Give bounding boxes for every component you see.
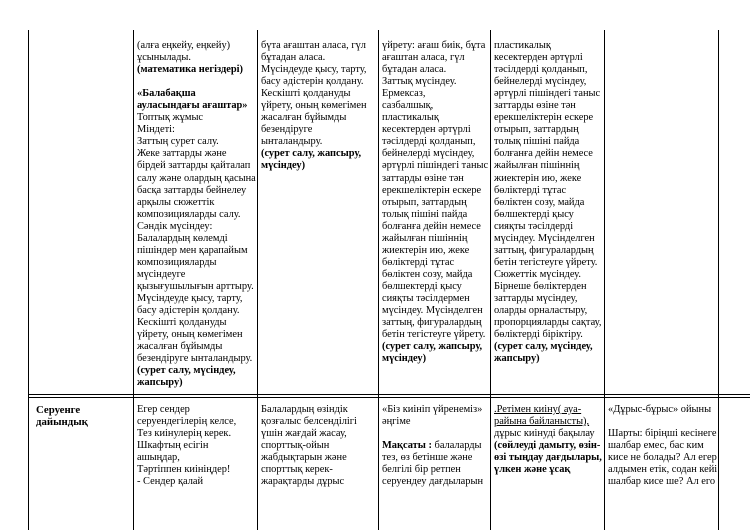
text-line: серуендегілерің келсе,: [137, 416, 237, 428]
row-heading-line-1: Серуенге: [36, 404, 81, 416]
text-line: кесектерден әртүрлі: [382, 124, 471, 136]
column-divider-3: [378, 30, 379, 530]
text-line: Заттық мүсіндеу.: [382, 76, 457, 88]
text-line: шалбар кисе ше? Ал его: [608, 476, 716, 488]
text-line: жабдықтарын және: [261, 452, 347, 464]
text-line: Мүсіндеуде қысу, тарту,: [137, 292, 243, 304]
text-line: бөліктен созу, майда: [494, 196, 585, 208]
text-line: бөлшектерді қысу: [494, 208, 574, 220]
text-line: қызығушылығын арттыру.: [137, 280, 254, 292]
text-line: ерекшеліктерін ескере: [382, 184, 482, 196]
text-line: композицияларды салу.: [137, 208, 241, 220]
text-line: жиектерін ию, жеке: [494, 172, 582, 184]
text-line: Сюжеттік мүсіндеу.: [494, 268, 581, 280]
text-line: пластикалық: [494, 40, 551, 51]
text-line: .Ретімен киіну( ауа-: [494, 404, 582, 415]
text-line: сазбалшық,: [382, 100, 434, 112]
walk-cell-col6: [608, 404, 750, 488]
text-line: ауласындағы ағаштар»: [137, 100, 248, 112]
text-line: бейнелерді мүсіндеу,: [382, 148, 475, 160]
text-line: (алға еңкейу, еңкейу): [137, 40, 231, 51]
text-line: бүта ағаштан аласа, гүл: [261, 40, 366, 51]
row-heading-walk-preparation: [36, 404, 88, 428]
walk-cell-col5: [494, 404, 602, 476]
text-line: - Сендер қалай: [137, 476, 204, 488]
row-divider-inner: [28, 397, 750, 398]
row-heading-line-2: дайындық: [36, 416, 88, 429]
text-line: Топтық жұмыс: [137, 112, 204, 124]
text-line: Кескішті қолдануды: [261, 88, 351, 100]
text-line: (сурет салу, мүсіндеу,: [494, 341, 593, 353]
text-line: бөлшектерді қысу: [382, 280, 462, 292]
text-line: Жеке заттарды және: [137, 148, 227, 160]
text-line: (сурет салу, жапсыру,: [261, 148, 362, 160]
text-line: Мақсаты : балаларды: [382, 440, 482, 452]
text-line: белгілі бір ретпен: [382, 464, 461, 476]
text-line: мүсіндеу. Мүсінделген: [382, 305, 483, 317]
text-line: серуендеу дағдыларын: [382, 476, 484, 488]
text-line: Мүсіндеуде қысу, тарту,: [261, 64, 367, 76]
text-line: дұрыс киінуді бақылау: [494, 428, 595, 440]
column-divider-5: [604, 30, 605, 530]
text-line: әртүрлі пішіндегі таныс: [494, 88, 601, 100]
text-line: (сөйлеуді дамыту, өзін-: [494, 440, 601, 452]
text-line: үйрету, оның көмегімен: [261, 100, 367, 112]
text-line: сияқты тәсілдерді: [494, 220, 574, 232]
text-line: мүсіндеу): [261, 160, 306, 172]
text-line: заттың, фигуралардың: [494, 244, 594, 256]
text-line: [382, 428, 483, 440]
walk-cell-col3: [261, 404, 357, 488]
text-line: спорттық керек-: [261, 464, 333, 476]
text-line: үлкен және ұсақ: [494, 464, 571, 476]
text-line: «Дұрыс-бұрыс» ойыны: [608, 404, 712, 415]
text-line: ашыңдар,: [137, 452, 180, 464]
text-line: кисе не болады? Ал егер: [608, 452, 717, 464]
text-line: пропорцияларды сақтау,: [494, 317, 602, 329]
text-line: Егер сендер: [137, 404, 190, 415]
text-line: кесектерден әртүрлі: [494, 52, 583, 64]
text-line: мүсіндеу. Мүсінделген: [494, 232, 595, 244]
text-line: райына байланысты),: [494, 416, 590, 428]
text-line: салу және олардың қасына: [137, 172, 256, 184]
text-line: әртүрлі пішіндегі таныс: [382, 160, 489, 172]
text-line: Сәндік мүсіндеу:: [137, 220, 213, 232]
text-line: тәсілдерді қолданып,: [382, 136, 476, 148]
text-line: жайылған пішіннің: [382, 232, 468, 244]
text-line: композицияларды: [137, 256, 217, 268]
text-line: сияқты тәсілдермен: [382, 292, 470, 304]
text-line: заттарды өзіне тән: [494, 100, 576, 112]
text-line: заттарды өзіне тән: [382, 172, 464, 184]
text-line: ағаштан аласа, гүл: [382, 52, 465, 64]
text-line: шалбар емес, бас ким: [608, 440, 704, 452]
text-line: бірдей заттарды қайталап: [137, 160, 251, 172]
text-line: заттарды мүсіндеу,: [494, 292, 578, 304]
text-line: (математика негіздері): [137, 64, 243, 76]
text-line: бұтадан аласа.: [261, 52, 326, 64]
text-line: жапсыру): [494, 353, 540, 365]
walk-cell-col4: [382, 404, 483, 488]
activity-cell-col2: [137, 40, 256, 389]
text-line: жарақтарды дұрыс: [261, 476, 345, 488]
text-line: мүсіндеуге: [137, 268, 186, 280]
text-line: заттың, фигуралардың: [382, 317, 482, 329]
text-line: қозғалыс белсенділігі: [261, 416, 357, 428]
text-line: (сурет салу, мүсіндеу,: [137, 365, 236, 377]
text-line: (сурет салу, жапсыру,: [382, 341, 483, 353]
text-line: отырып, заттардың: [494, 124, 579, 136]
column-divider-4: [490, 30, 491, 530]
text-line: безендіруге ынталандыру.: [137, 353, 253, 365]
text-line: «Біз киініп үйренеміз»: [382, 404, 483, 415]
text-line: толық пішіні пайда: [382, 208, 468, 220]
text-line: үйрету: ағаш биік, бұта: [382, 40, 486, 51]
text-line: үшін жағдай жасау,: [261, 428, 347, 440]
text-line: тәсілдерді қолданып,: [494, 64, 588, 76]
column-divider-1: [133, 30, 134, 530]
text-line: Тез киінулерің керек.: [137, 428, 232, 440]
activity-cell-col3: [261, 40, 367, 173]
text-line: Заттың сурет салу.: [137, 136, 219, 148]
text-line: Ермексаз,: [382, 88, 426, 100]
text-line: [608, 416, 750, 428]
text-line: Балалардың көлемді: [137, 232, 228, 244]
text-line: жасалған бұйымды: [137, 341, 223, 353]
text-line: бетін тегістеуге үйрету.: [382, 329, 486, 341]
text-line: отырып, заттардың: [382, 196, 467, 208]
text-line: болғанға дейін немесе: [382, 220, 481, 232]
text-line: «Балабақша: [137, 88, 196, 100]
text-line: жиектерін ию, жеке: [382, 244, 470, 256]
text-line: [137, 76, 256, 88]
text-line: үйрету, оның көмегімен: [137, 329, 243, 341]
text-line: бөліктен созу, майда: [382, 268, 473, 280]
text-line: бөліктерді тұтас: [382, 256, 455, 268]
text-line: мүсіндеу): [382, 353, 427, 365]
text-line: ерекшеліктерін ескере: [494, 112, 594, 124]
text-line: арқылы сюжеттік: [137, 196, 215, 208]
text-line: пішіндер мен қарапайым: [137, 244, 248, 256]
text-line: Тәртіппен киініңдер!: [137, 464, 231, 476]
text-line: жапсыру): [137, 377, 183, 389]
text-line: әңгіме: [382, 416, 411, 428]
walk-cell-col2: [137, 404, 236, 488]
text-line: алдымен етік, содан кейі: [608, 464, 718, 476]
column-divider-2: [257, 30, 258, 530]
text-line: бөліктерді біріктіру.: [494, 329, 583, 341]
text-line: Шкафтың есігін: [137, 440, 209, 452]
text-line: толық пішіні пайда: [494, 136, 580, 148]
text-line: ұсынылады.: [137, 52, 191, 64]
text-line: бөліктерді тұтас: [494, 184, 567, 196]
text-line: бұтадан аласа.: [382, 64, 447, 76]
text-line: жасалған бұйымды: [261, 112, 347, 124]
text-line: Бірнеше бөліктерден: [494, 280, 587, 292]
text-line: ынталандыру.: [261, 136, 323, 148]
text-line: оларды орналастыру,: [494, 305, 588, 317]
activity-cell-col5: [494, 40, 601, 365]
text-line: жайылған пішіннің: [494, 160, 580, 172]
text-line: басу әдістерін қолдану.: [137, 305, 240, 317]
text-line: спорттық-ойын: [261, 440, 330, 452]
text-line: безендіруге: [261, 124, 313, 136]
table-border-left: [28, 30, 29, 530]
text-line: бейнелерді мүсіндеу,: [494, 76, 587, 88]
row-divider: [28, 394, 750, 395]
text-line: басу әдістерін қолдану.: [261, 76, 364, 88]
text-line: Кескішті қолдануды: [137, 317, 227, 329]
text-line: болғанға дейін немесе: [494, 148, 593, 160]
text-line: бетін тегістеуге үйрету.: [494, 256, 598, 268]
text-line: басқа заттарды бейнелеу: [137, 184, 247, 196]
text-line: Шарты: біріңші кесінеге: [608, 428, 717, 440]
text-line: Міндеті:: [137, 124, 175, 136]
text-line: өзі тыңдау дағдылары,: [494, 452, 602, 464]
text-line: тез, өз бетінше және: [382, 452, 473, 464]
activity-cell-col4: [382, 40, 488, 365]
text-line: пластикалық: [382, 112, 439, 124]
text-line: Балалардың өзіндік: [261, 404, 348, 415]
